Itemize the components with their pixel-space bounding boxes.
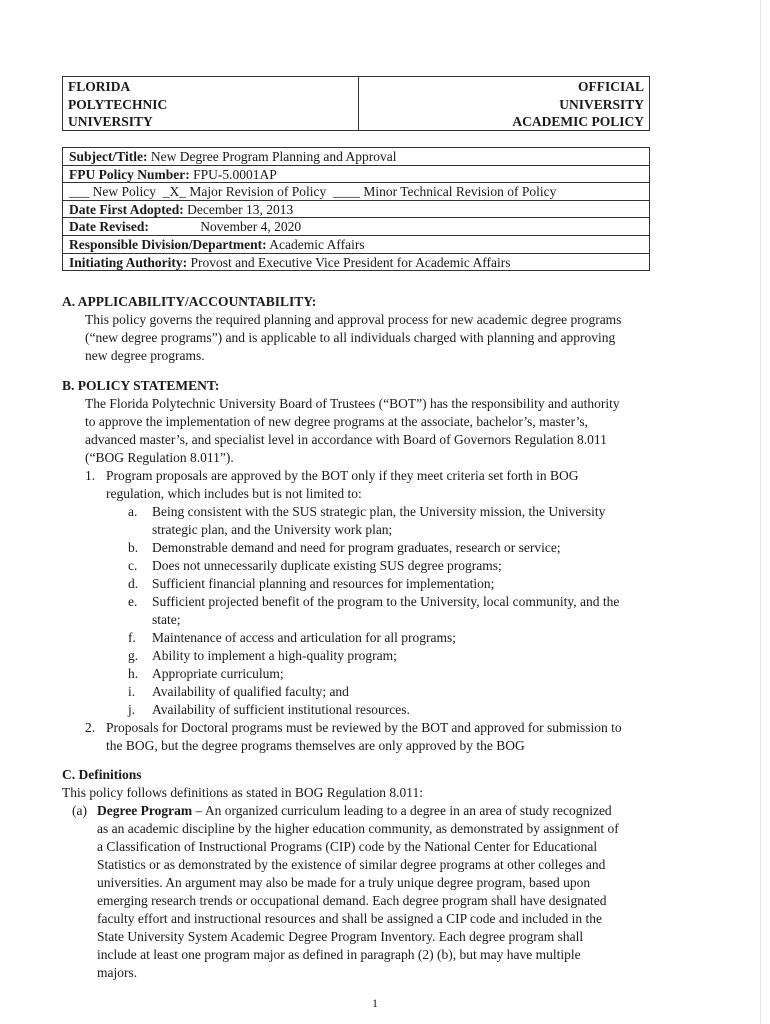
subject-value: New Degree Program Planning and Approval xyxy=(150,149,397,164)
body-line: the BOG, but the degree programs themselves are only approved by the BOG xyxy=(106,738,525,753)
section-body xyxy=(62,311,702,365)
body-line: – An organized curriculum leading to a degree in an area of study recognized xyxy=(192,803,612,818)
list-number: 2. xyxy=(85,720,96,735)
sub-list-letter: c. xyxy=(128,558,138,573)
body-line: Does not unnecessarily duplicate existing SUS degree programs; xyxy=(152,558,502,573)
body-line: (“new degree programs”) and is applicable to all individuals charged with planning and approving xyxy=(85,330,616,345)
body-line: Being consistent with the SUS strategic plan, the University mission, the University xyxy=(152,504,606,519)
body-line: advanced master’s, and specialist level in accordance with Board of Governors Regulation 8.011 xyxy=(85,432,607,447)
authority-value: Provost and Executive Vice President for Academic Affairs xyxy=(190,254,511,270)
body-line: Appropriate curriculum; xyxy=(152,666,284,681)
division-row xyxy=(63,236,649,254)
policy-type xyxy=(512,78,644,131)
section-heading: B. POLICY STATEMENT: xyxy=(62,378,220,393)
list-item xyxy=(62,467,702,503)
sub-list-item xyxy=(128,683,702,701)
institution-line: FLORIDA xyxy=(68,79,131,94)
header-divider xyxy=(358,77,359,130)
body-line: Maintenance of access and articulation for all programs; xyxy=(152,630,457,645)
body-line: majors. xyxy=(97,965,138,980)
body-line: state; xyxy=(152,612,181,627)
sub-list-letter: j. xyxy=(128,702,136,717)
sub-list-letter: i. xyxy=(128,684,136,699)
date-revised-label: Date Revised: xyxy=(69,219,149,235)
definition-term: Degree Program xyxy=(97,803,193,818)
revision-minor: ____ Minor Technical Revision of Policy xyxy=(333,184,557,200)
definition-label: (a) xyxy=(72,803,87,818)
institution-line: UNIVERSITY xyxy=(68,114,153,129)
body-line: Program proposals are approved by the BOT only if they meet criteria set forth in BOG xyxy=(106,468,579,483)
subject-row xyxy=(63,148,649,166)
sub-list-item xyxy=(128,701,702,719)
division-value: Academic Affairs xyxy=(269,236,365,252)
section-intro xyxy=(62,395,702,467)
date-adopted-label: Date First Adopted: xyxy=(69,201,184,217)
list-item xyxy=(62,719,702,755)
list-number: 1. xyxy=(85,468,96,483)
sub-list-item xyxy=(128,503,702,539)
sub-list-letter: h. xyxy=(128,666,139,681)
body-line: to approve the implementation of new degree programs at the associate, bachelor’s, master’s, xyxy=(85,414,588,429)
sub-list-item xyxy=(128,647,702,665)
body-line: Ability to implement a high-quality program; xyxy=(152,648,397,663)
section-applicability xyxy=(62,293,702,365)
policy-type-line: UNIVERSITY xyxy=(559,96,644,112)
sub-list-letter: g. xyxy=(128,648,139,663)
date-revised-value: November 4, 2020 xyxy=(200,219,302,235)
policy-number-value: FPU-5.0001AP xyxy=(193,166,277,182)
body-line: Availability of sufficient institutional resources. xyxy=(152,702,410,717)
sub-list xyxy=(62,503,702,719)
sub-list-letter: a. xyxy=(128,504,138,519)
policy-number-row xyxy=(63,166,649,184)
body-line: faculty effort and instructional resources and shall be assigned a CIP code and included in the xyxy=(97,911,602,926)
body-line: emerging research trends or occupational demand. Each degree program shall have designated xyxy=(97,893,607,908)
page-number: 1 xyxy=(372,996,378,1010)
body-line: include at least one program major as defined in paragraph (2) (b), but may have multiple xyxy=(97,947,581,962)
body-line: Proposals for Doctoral programs must be reviewed by the BOT and approved for submission to xyxy=(106,720,622,735)
sub-list-item xyxy=(128,539,702,557)
body-line: new degree programs. xyxy=(85,348,205,363)
body-line: a Classification of Instructional Programs (CIP) code by the National Center for Educational xyxy=(97,839,598,854)
scan-edge-line xyxy=(760,0,761,1024)
date-revised-row xyxy=(63,218,649,236)
section-heading: A. APPLICABILITY/ACCOUNTABILITY: xyxy=(62,294,317,309)
sub-list-letter: d. xyxy=(128,576,139,591)
body-line: Sufficient financial planning and resources for implementation; xyxy=(152,576,495,591)
revision-new-policy: ___ New Policy xyxy=(69,184,156,200)
sub-list-item xyxy=(128,629,702,647)
sub-list-letter: e. xyxy=(128,594,138,609)
header-table xyxy=(62,76,650,131)
sub-list-letter: f. xyxy=(128,630,136,645)
date-adopted-value: December 13, 2013 xyxy=(187,201,294,217)
policy-meta-table xyxy=(62,147,650,271)
section-definitions xyxy=(62,766,702,982)
authority-row xyxy=(63,254,649,272)
sub-list-letter: b. xyxy=(128,540,139,555)
institution-line: POLYTECHNIC xyxy=(68,96,168,112)
body-line: universities. An argument may also be made for a truly unique degree program, based upon xyxy=(97,875,591,890)
body-line: Availability of qualified faculty; and xyxy=(152,684,349,699)
definition-item xyxy=(62,802,702,982)
policy-number-label: FPU Policy Number: xyxy=(69,166,190,182)
section-heading: C. Definitions xyxy=(62,767,142,782)
section-intro: This policy follows definitions as stated in BOG Regulation 8.011: xyxy=(62,785,423,800)
authority-label: Initiating Authority: xyxy=(69,254,188,270)
sub-list-item xyxy=(128,665,702,683)
sub-list-item xyxy=(128,557,702,575)
body-line: strategic plan, and the University work plan; xyxy=(152,522,393,537)
body-line: (“BOG Regulation 8.011”). xyxy=(85,450,234,465)
body-line: Sufficient projected benefit of the program to the University, local community, and the xyxy=(152,594,620,609)
body-line: The Florida Polytechnic University Board of Trustees (“BOT”) has the responsibility and authority xyxy=(85,396,620,411)
revision-type-row xyxy=(63,183,649,201)
sub-list-item xyxy=(128,593,702,629)
policy-type-line: OFFICIAL xyxy=(577,79,644,94)
subject-label: Subject/Title: xyxy=(69,149,148,164)
date-adopted-row xyxy=(63,201,649,219)
sub-list-item xyxy=(128,575,702,593)
body-line: This policy governs the required planning and approval process for new academic degree programs xyxy=(85,312,622,327)
body-line: Demonstrable demand and need for program graduates, research or service; xyxy=(152,540,561,555)
body-line: as an academic discipline by the higher education community, as demonstrated by assignment of xyxy=(97,821,619,836)
revision-major: _X_ Major Revision of Policy xyxy=(162,184,327,200)
body-line: State University System Academic Degree Program Inventory. Each degree program shall xyxy=(97,929,584,944)
institution-name xyxy=(68,78,167,131)
policy-type-line: ACADEMIC POLICY xyxy=(512,114,644,129)
body-line: Statistics or as demonstrated by the existence of similar degree programs at other colleges and xyxy=(97,857,606,872)
section-policy-statement xyxy=(62,377,702,755)
division-label: Responsible Division/Department: xyxy=(69,236,267,252)
body-line: regulation, which includes but is not limited to: xyxy=(106,486,362,501)
